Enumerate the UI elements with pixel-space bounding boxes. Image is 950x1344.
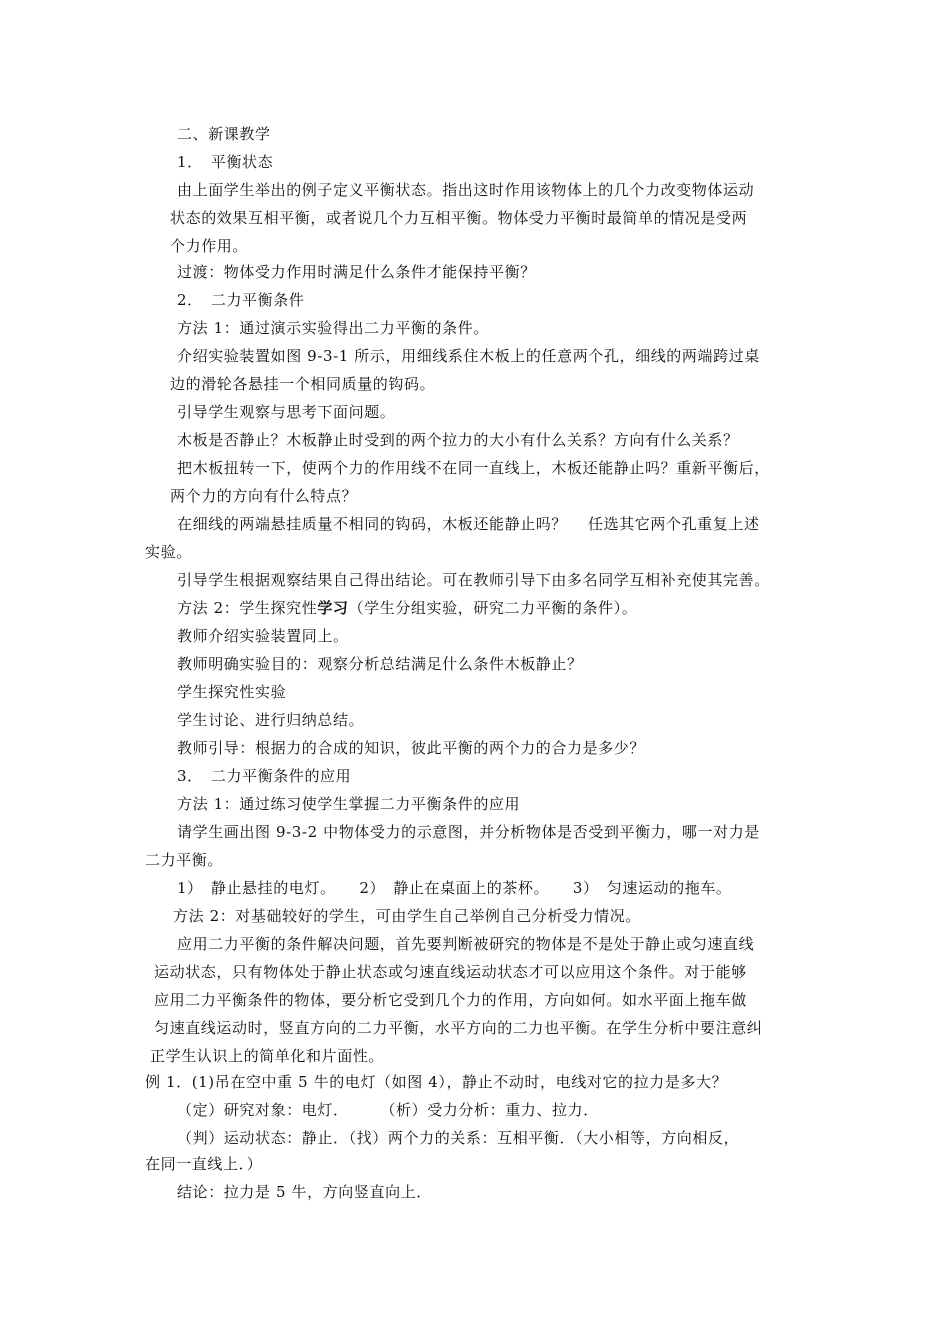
paragraph-line: 方法 1：通过练习使学生掌握二力平衡条件的应用: [177, 795, 521, 813]
paragraph-line: 应用二力平衡的条件解决问题，首先要判断被研究的物体是不是处于静止或匀速直线: [177, 935, 755, 953]
paragraph-line: 在细线的两端悬挂质量不相同的钩码，木板还能静止吗？ 任选其它两个孔重复上述: [177, 515, 760, 533]
paragraph-line: 过渡：物体受力作用时满足什么条件才能保持平衡？: [177, 263, 536, 281]
paragraph-line: 教师介绍实验装置同上。: [177, 627, 349, 645]
method-note: （学生分组实验，研究二力平衡的条件）。: [348, 599, 638, 617]
paragraph-line: 学生探究性实验: [177, 683, 287, 701]
subsection-heading: 2． 二力平衡条件: [177, 291, 305, 309]
paragraph-line: 把木板扭转一下，使两个力的作用线不在同一直线上，木板还能静止吗？重新平衡后，: [177, 459, 770, 477]
paragraph-line: 方法 1：通过演示实验得出二力平衡的条件。: [177, 319, 489, 337]
paragraph-line: 状态的效果互相平衡，或者说几个力互相平衡。物体受力平衡时最简单的情况是受两: [170, 209, 748, 227]
paragraph-line: 实验。: [145, 543, 192, 561]
paragraph-line: 教师明确实验目的：观察分析总结满足什么条件木板静止？: [177, 655, 583, 673]
example-heading: 例 1．(1)吊在空中重 5 牛的电灯（如图 4），静止不动时，电线对它的拉力是多大？: [145, 1073, 728, 1091]
paragraph-line: 介绍实验装置如图 9-3-1 所示，用细线系住木板上的任意两个孔，细线的两端跨过桌: [177, 347, 760, 365]
section-heading: 二、新课教学: [177, 125, 271, 143]
paragraph-line: 两个力的方向有什么特点？: [170, 487, 358, 505]
paragraph-line: 请学生画出图 9-3-2 中物体受力的示意图，并分析物体是否受到平衡力，哪一对力是: [177, 823, 760, 841]
subsection-heading: 1． 平衡状态: [177, 153, 274, 171]
paragraph-line: 1） 静止悬挂的电灯。 2） 静止在桌面上的茶杯。 3） 匀速运动的拖车。: [177, 879, 732, 897]
paragraph-line: 学生讨论、进行归纳总结。: [177, 711, 365, 729]
paragraph-line: 运动状态，只有物体处于静止状态或匀速直线运动状态才可以应用这个条件。对于能够: [154, 963, 747, 981]
paragraph-line: 在同一直线上．）: [145, 1155, 263, 1173]
paragraph-line: 方法 2：对基础较好的学生，可由学生自己举例自己分析受力情况。: [173, 907, 641, 925]
paragraph-line: （判）运动状态：静止．（找）两个力的关系：互相平衡．（大小相等，方向相反，: [177, 1129, 740, 1147]
paragraph-line: 由上面学生举出的例子定义平衡状态。指出这时作用该物体上的几个力改变物体运动: [177, 181, 755, 199]
paragraph-line: 二力平衡。: [145, 851, 224, 869]
paragraph-line: 木板是否静止？木板静止时受到的两个拉力的大小有什么关系？方向有什么关系？: [177, 431, 739, 449]
paragraph-line: 匀速直线运动时，竖直方向的二力平衡，水平方向的二力也平衡。在学生分析中要注意纠: [154, 1019, 763, 1037]
subsection-heading: 3． 二力平衡条件的应用: [177, 767, 352, 785]
paragraph-line: 应用二力平衡条件的物体，要分析它受到几个力的作用，方向如何。如水平面上拖车做: [154, 991, 747, 1009]
paragraph-line: 个力作用。: [170, 237, 249, 255]
bold-term: 学习: [317, 599, 349, 617]
paragraph-line: 结论：拉力是 5 牛，方向竖直向上．: [177, 1183, 432, 1201]
paragraph-line: [177, 599, 637, 617]
method-label: 方法 2：学生探究性: [177, 599, 318, 617]
paragraph-line: 引导学生根据观察结果自己得出结论。可在教师引导下由多名同学互相补充使其完善。: [177, 571, 770, 589]
paragraph-line: 教师引导：根据力的合成的知识，彼此平衡的两个力的合力是多少？: [177, 739, 646, 757]
paragraph-line: 正学生认识上的简单化和片面性。: [150, 1047, 385, 1065]
paragraph-line: 引导学生观察与思考下面问题。: [177, 403, 396, 421]
paragraph-line: 边的滑轮各悬挂一个相同质量的钩码。: [170, 375, 436, 393]
paragraph-line: （定）研究对象：电灯． （析）受力分析：重力、拉力．: [177, 1101, 599, 1119]
